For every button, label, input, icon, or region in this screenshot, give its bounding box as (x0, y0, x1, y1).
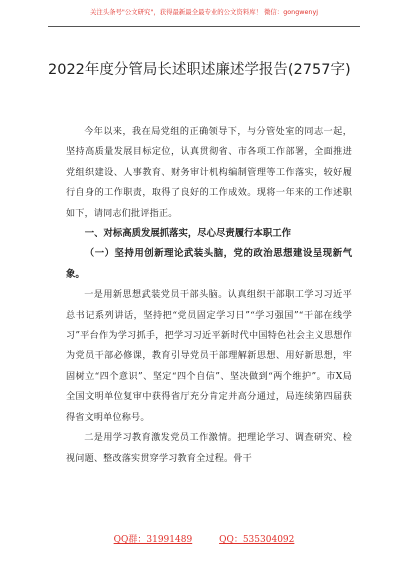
intro-paragraph: 今年以来，我在局党组的正确领导下，与分管处室的同志一起，坚持高质量发展目标定位，认真贯彻省、市各项工作部署，全面推进党组织建设、人事教育、财务审计机构编制管理等工作落实，较好履行自身的工作职责，取得了良好的工作成效。现将一年来的工作述职如下，请同志们批评指正。 (66, 127, 352, 219)
footer-qq-group: QQ群：31991489 (113, 535, 193, 545)
body-paragraph-1: 一是用新思想武装党员干部头脑。认真组织干部职工学习习近平总书记系列讲话，坚持把“党员固定学习日”“学习强国”“干部在线学习”平台作为学习抓手，把学习习近平新时代中国特色社会主义思想作为党员干部必修课，教育引导党员干部理解新思想、用好新思想，牢固树立“四个意识”、坚定“四个自信”、坚决做到“两个维护”。市X局全国文明单位复审中获得省厅充分肯定并高分通过，局连续第四届获得省文明单位称号。 (66, 290, 352, 423)
section-heading: 一、对标高质发展抓落实，尽心尽责履行本职工作 (84, 228, 292, 240)
header-divider (48, 26, 360, 27)
body-paragraph-2: 二是用学习教育激发党员工作激情。把理论学习、调查研究、检视问题、整改落实贯穿学习教育全过程。骨干 (66, 433, 352, 464)
footer-contacts (0, 534, 408, 546)
header-banner: 关注头条号"公文研究"，获得最新最全最专业的公文资料库！ 微信：gongwenyj (89, 8, 319, 16)
document-body (66, 122, 352, 469)
document-title: 2022年度分管局长述职述廉述学报告(2757字) (48, 62, 351, 78)
subsection-heading: （一）坚持用创新理论武装头脑，党的政治思想建设呈现新气象。 (66, 248, 352, 280)
footer-qq-contact: QQ：535304092 (219, 535, 295, 545)
